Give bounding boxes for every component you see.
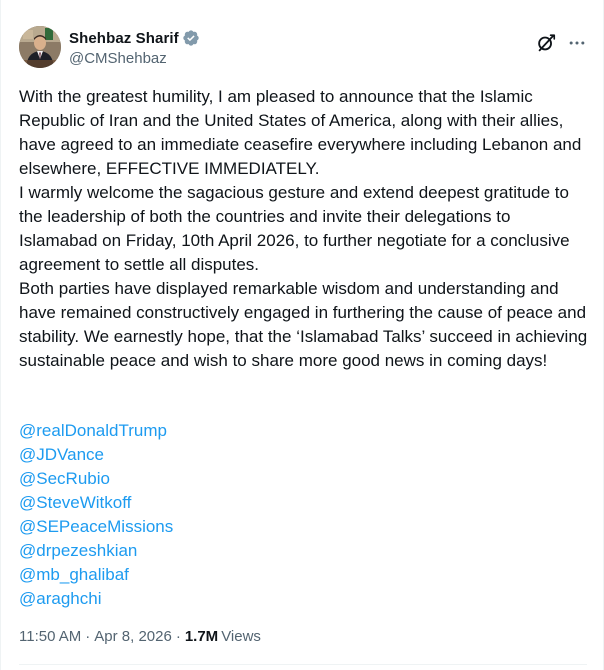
- mention-link[interactable]: @SecRubio: [19, 469, 110, 488]
- mentions-list: [19, 419, 173, 611]
- post-text: [19, 85, 591, 373]
- mention-link[interactable]: @realDonaldTrump: [19, 421, 167, 440]
- meta-separator: ·: [175, 628, 181, 645]
- post-meta: [19, 628, 261, 645]
- avatar-image: [19, 26, 61, 68]
- post-paragraph: With the greatest humility, I am pleased to announce that the Islamic Republic of Iran and the United States of America, along with their allies, have agreed to an immediate ceasefire everywhere including Lebanon and elsewhere, EFFECTIVE IMMEDIATELY.: [19, 87, 582, 178]
- mention-link[interactable]: @SEPeaceMissions: [19, 517, 174, 536]
- more-icon[interactable]: [567, 33, 587, 53]
- grok-icon[interactable]: [535, 32, 557, 54]
- tweet-header: [19, 26, 587, 72]
- mention-link[interactable]: @SteveWitkoff: [19, 493, 132, 512]
- post-time[interactable]: 11:50 AM: [19, 628, 82, 645]
- verified-badge-icon[interactable]: [182, 29, 200, 47]
- views-label: Views: [221, 628, 261, 645]
- meta-separator: ·: [85, 628, 91, 645]
- post-date[interactable]: Apr 8, 2026: [94, 628, 172, 645]
- mention-link[interactable]: @araghchi: [19, 589, 102, 608]
- mention-link[interactable]: @mb_ghalibaf: [19, 565, 129, 584]
- post-paragraph: Both parties have displayed remarkable wisdom and understanding and have remained constructively engaged in furthering the cause of peace and stability. We earnestly hope, that the ‘Islamabad Talks’ succeed in achieving sustainable peace and wish to share more good news in coming days!: [19, 279, 588, 370]
- views-count[interactable]: 1.7M: [184, 628, 219, 645]
- avatar[interactable]: [19, 26, 61, 68]
- post-paragraph: I warmly welcome the sagacious gesture and extend deepest gratitude to the leadership of both the countries and invite their delegations to Islamabad on Friday, 10th April 2026, to further negotiate for a conclusive agreement to settle all disputes.: [19, 183, 570, 274]
- mention-link[interactable]: @JDVance: [19, 445, 104, 464]
- handle[interactable]: @CMShehbaz: [69, 50, 167, 67]
- divider: [19, 664, 587, 665]
- display-name-row: [69, 28, 200, 48]
- display-name[interactable]: Shehbaz Sharif: [69, 29, 179, 47]
- mention-link[interactable]: @drpezeshkian: [19, 541, 138, 560]
- header-actions: [535, 32, 587, 54]
- author-names: [69, 28, 200, 67]
